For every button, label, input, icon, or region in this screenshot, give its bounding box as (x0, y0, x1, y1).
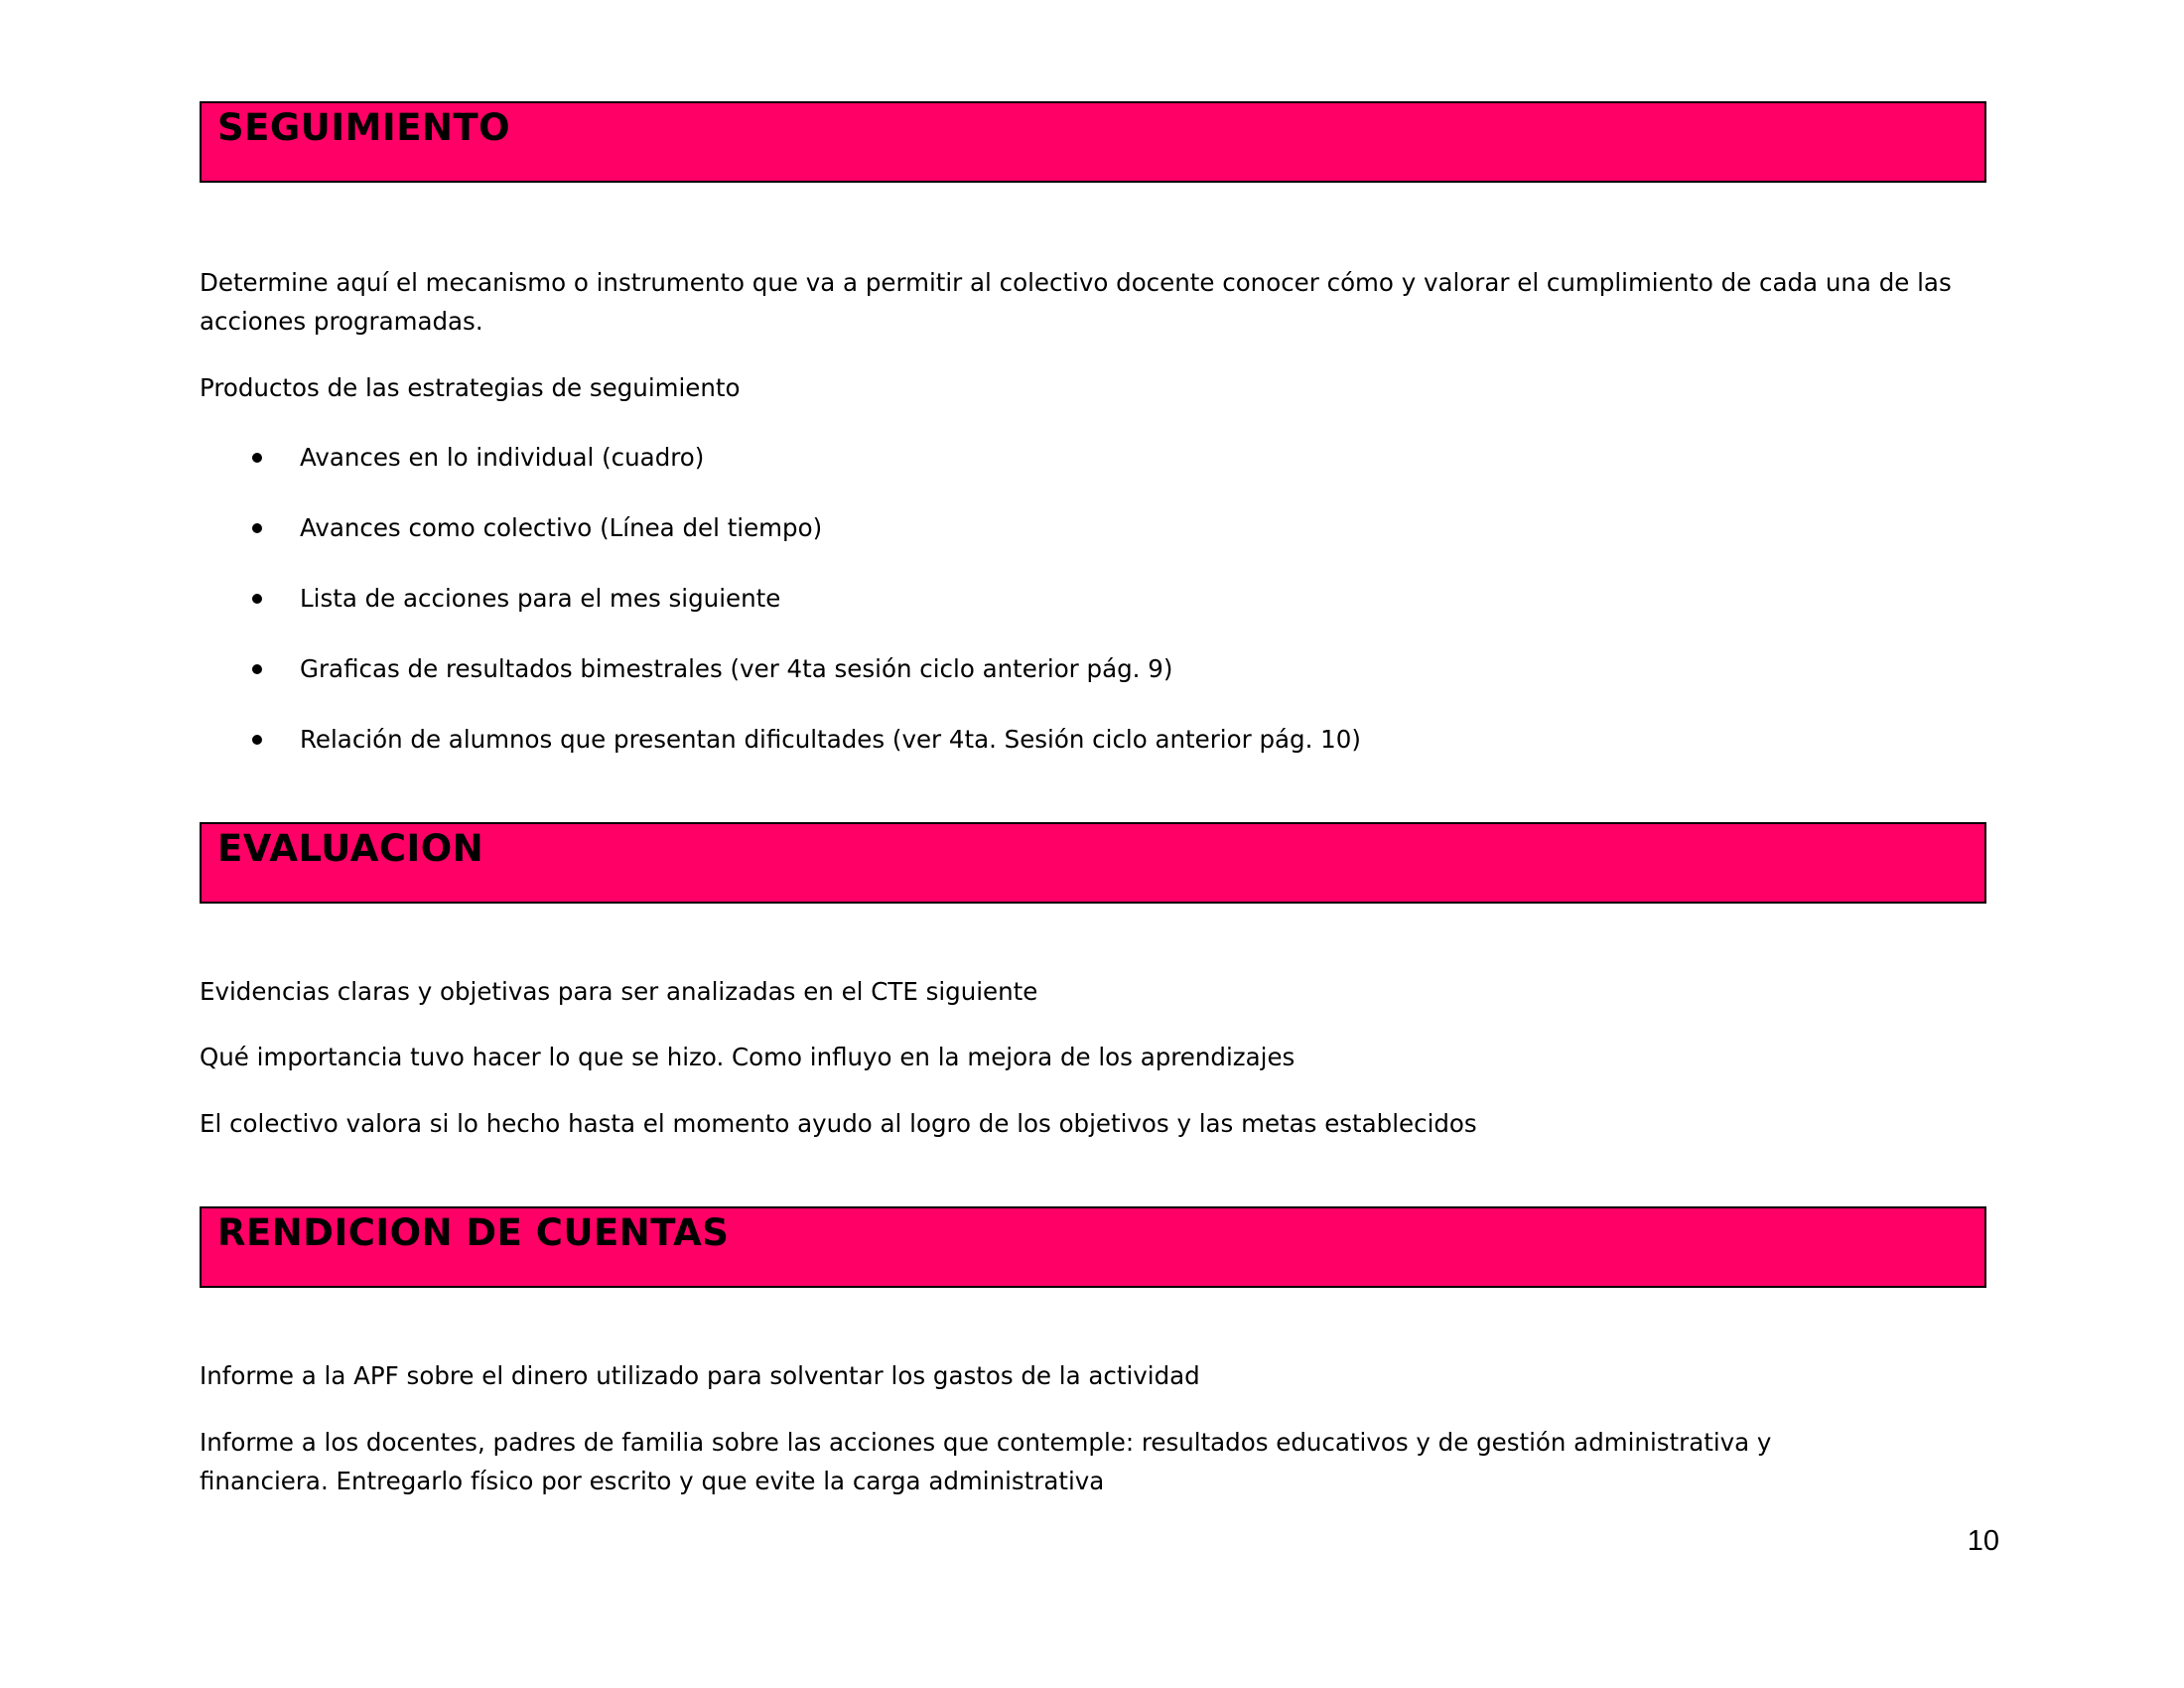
list-item-label: Avances como colectivo (Línea del tiempo) (300, 513, 823, 542)
section-title: EVALUACION (217, 827, 484, 870)
evaluacion-paragraph: Evidencias claras y objetivas para ser analizadas en el CTE siguiente (200, 977, 1038, 1006)
section-title: SEGUIMIENTO (217, 106, 511, 149)
bullet-icon (252, 453, 262, 463)
bullet-icon (252, 735, 262, 745)
list-item-label: Avances en lo individual (cuadro) (300, 443, 705, 472)
list-item-label: Lista de acciones para el mes siguiente (300, 584, 781, 613)
evaluacion-paragraph: El colectivo valora si lo hecho hasta el momento ayudo al logro de los objetivos y las metas establecidos (200, 1109, 1477, 1138)
bullet-icon (252, 523, 262, 533)
bullet-icon (252, 664, 262, 674)
list-item-label: Relación de alumnos que presentan dificultades (ver 4ta. Sesión ciclo anterior pág. 10) (300, 725, 1361, 754)
section-title: RENDICION DE CUENTAS (217, 1211, 730, 1254)
section-header-seguimiento (200, 101, 1986, 183)
list-item-label: Graficas de resultados bimestrales (ver 4ta sesión ciclo anterior pág. 9) (300, 654, 1173, 683)
bullet-icon (252, 594, 262, 604)
section-header-rendicion (200, 1206, 1986, 1288)
seguimiento-intro: Determine aquí el mecanismo o instrumento que va a permitir al colectivo docente conocer cómo y valorar el cumplimiento de cada una de las acciones programadas. (200, 268, 1952, 336)
rendicion-paragraph: Informe a los docentes, padres de familia sobre las acciones que contemple: resultados educativos y de gestión administrativa y financiera. Entregarlo físico por escrito y que evite la carga administrativa (200, 1428, 1772, 1495)
page-number: 10 (1967, 1525, 1999, 1557)
products-heading: Productos de las estrategias de seguimiento (200, 373, 741, 402)
section-header-evaluacion (200, 822, 1986, 904)
evaluacion-paragraph: Qué importancia tuvo hacer lo que se hizo. Como influyo en la mejora de los aprendizajes (200, 1043, 1296, 1071)
rendicion-paragraph: Informe a la APF sobre el dinero utilizado para solventar los gastos de la actividad (200, 1361, 1200, 1390)
